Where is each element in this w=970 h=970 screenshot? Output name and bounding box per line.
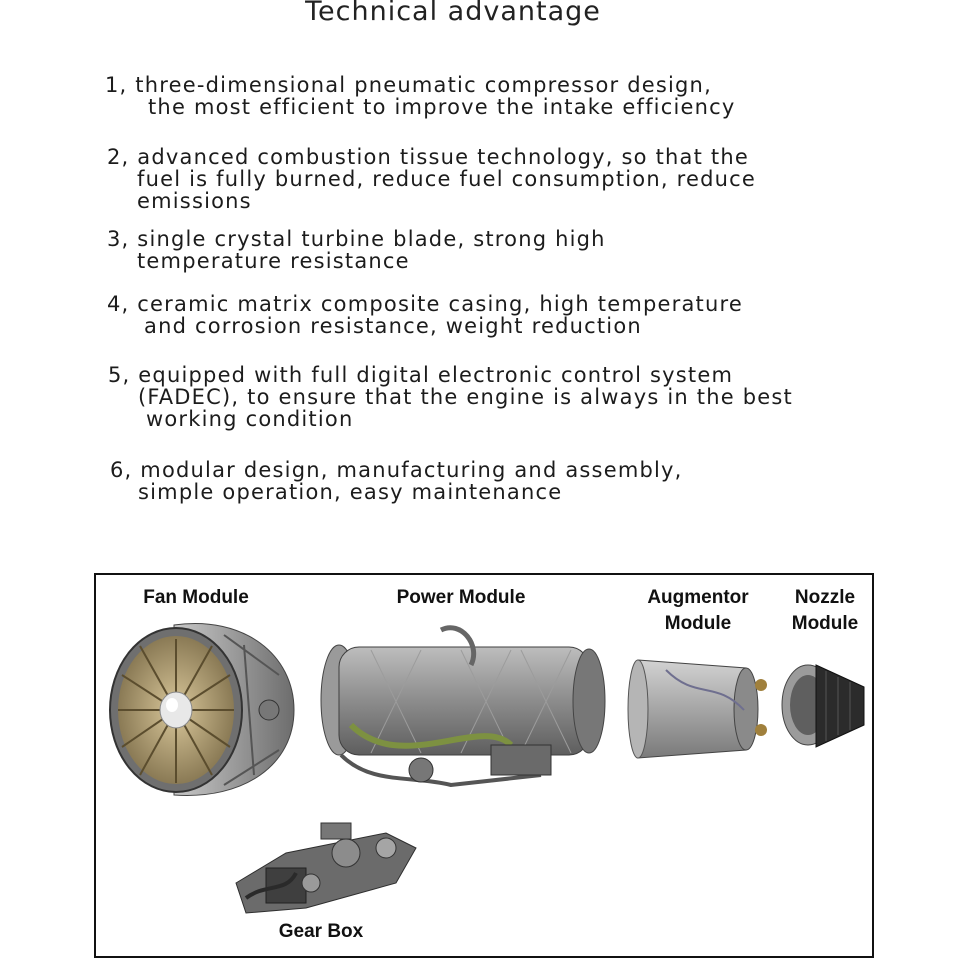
advantage-line: 2, advanced combustion tissue technology, so that the bbox=[107, 145, 749, 169]
advantage-item-5 bbox=[108, 364, 793, 430]
advantage-line: and corrosion resistance, weight reduction bbox=[144, 314, 642, 338]
nozzle-module-label: Nozzle Module bbox=[791, 587, 859, 634]
fan-module-label: Fan Module bbox=[143, 587, 249, 608]
advantage-line: 3, single crystal turbine blade, strong high bbox=[107, 227, 606, 251]
advantage-line: the most efficient to improve the intake efficiency bbox=[148, 95, 736, 119]
advantage-line: working condition bbox=[146, 407, 354, 431]
power-module-label: Power Module bbox=[396, 587, 526, 608]
advantage-line: 5, equipped with full digital electronic control system bbox=[108, 363, 734, 387]
advantage-line: 6, modular design, manufacturing and assembly, bbox=[110, 458, 683, 482]
page-title: Technical advantage bbox=[305, 0, 601, 27]
fan-module-image bbox=[104, 615, 304, 805]
advantage-line: temperature resistance bbox=[137, 249, 410, 273]
advantage-line: fuel is fully burned, reduce fuel consumption, reduce bbox=[137, 167, 756, 191]
advantage-item-4 bbox=[107, 293, 743, 337]
gear-box-label: Gear Box bbox=[278, 921, 364, 942]
advantage-item-6 bbox=[110, 459, 683, 503]
advantage-item-2 bbox=[107, 146, 756, 212]
advantage-item-3 bbox=[107, 228, 606, 272]
advantage-line: (FADEC), to ensure that the engine is always in the best bbox=[138, 385, 793, 409]
gear-box-image bbox=[226, 813, 426, 923]
advantage-line: simple operation, easy maintenance bbox=[138, 480, 563, 504]
advantage-item-1 bbox=[105, 74, 736, 118]
advantage-line: emissions bbox=[137, 189, 252, 213]
augmentor-module-label: Augmentor Module bbox=[647, 587, 749, 634]
augmentor-module-image bbox=[626, 650, 776, 770]
nozzle-module-image bbox=[776, 655, 871, 765]
advantage-line: 1, three-dimensional pneumatic compressor design, bbox=[105, 73, 712, 97]
power-module-image bbox=[311, 625, 611, 805]
advantage-line: 4, ceramic matrix composite casing, high temperature bbox=[107, 292, 743, 316]
engine-modules-figure bbox=[94, 573, 874, 958]
